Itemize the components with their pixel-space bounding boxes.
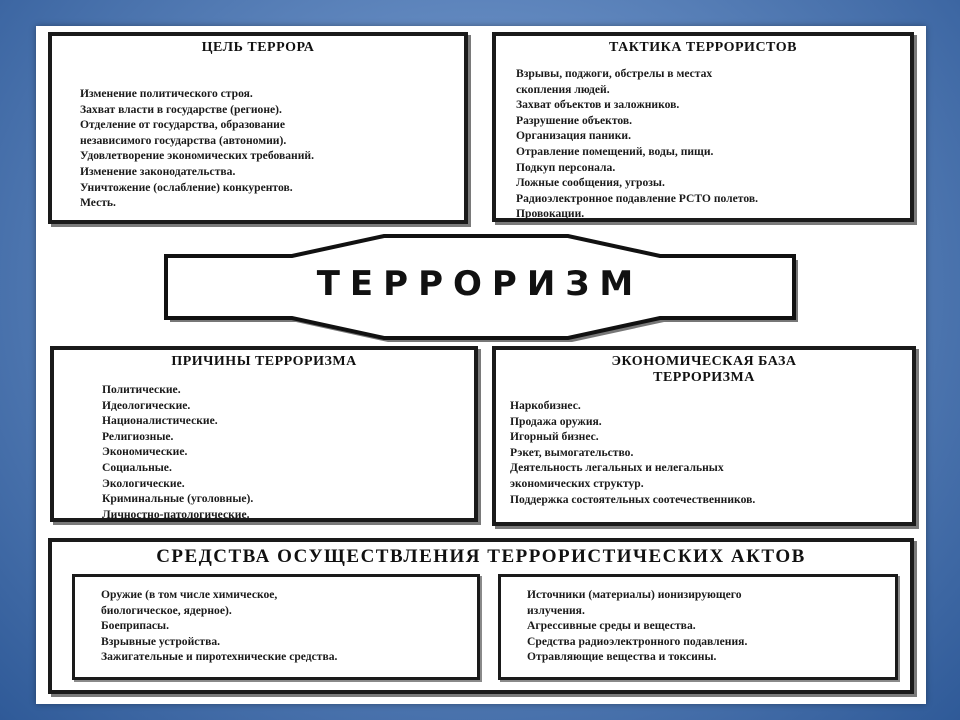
- list-item: Захват объектов и заложников.: [516, 98, 680, 112]
- list-item: экономических структур.: [510, 476, 644, 490]
- means-title: СРЕДСТВА ОСУЩЕСТВЛЕНИЯ ТЕРРОРИСТИЧЕСКИХ АКТОВ: [156, 546, 806, 567]
- tactics-title: ТАКТИКА ТЕРРОРИСТОВ: [609, 40, 797, 55]
- list-item: излучения.: [527, 603, 585, 617]
- list-item: Боеприпасы.: [101, 619, 169, 633]
- list-item: Организация паники.: [516, 129, 631, 143]
- list-item: Удовлетворение экономических требований.: [80, 149, 314, 163]
- list-item: Уничтожение (ослабление) конкурентов.: [80, 180, 293, 194]
- list-item: Провокации.: [516, 207, 585, 221]
- list-item: Политические.: [102, 383, 181, 396]
- list-item: Социальные.: [102, 460, 172, 474]
- center-title: ТЕРРОРИЗМ: [316, 264, 644, 304]
- economic-title-line1: ЭКОНОМИЧЕСКАЯ БАЗА: [611, 354, 797, 369]
- list-item: Агрессивные среды и вещества.: [527, 619, 696, 633]
- list-item: Взрывы, поджоги, обстрелы в местах: [516, 67, 713, 80]
- list-item: биологическое, ядерное).: [101, 603, 232, 617]
- list-item: скопления людей.: [516, 82, 610, 96]
- list-item: Продажа оружия.: [510, 414, 602, 428]
- list-item: Националистические.: [102, 414, 218, 428]
- means-box: [48, 538, 914, 694]
- list-item: Наркобизнес.: [510, 399, 581, 412]
- diagram-sheet: [36, 26, 926, 704]
- causes-box: [50, 346, 478, 522]
- means-right-box: [498, 574, 898, 680]
- goal-box: [48, 32, 468, 224]
- list-item: Идеологические.: [102, 398, 191, 412]
- list-item: Средства радиоэлектронного подавления.: [527, 634, 748, 648]
- list-item: Экологические.: [102, 476, 185, 490]
- means-right-list: [527, 587, 747, 665]
- list-item: Экономические.: [102, 445, 188, 459]
- list-item: Личностно-патологические.: [102, 507, 250, 521]
- list-item: Подкуп персонала.: [516, 160, 616, 174]
- list-item: Поддержка состоятельных соотечественников.: [510, 492, 756, 506]
- list-item: Изменение законодательства.: [80, 164, 236, 178]
- economic-list: [510, 398, 755, 507]
- list-item: Криминальные (уголовные).: [102, 492, 254, 506]
- causes-list: [102, 382, 253, 522]
- tactics-box: [492, 32, 914, 222]
- causes-title: ПРИЧИНЫ ТЕРРОРИЗМА: [171, 354, 357, 369]
- list-item: независимого государства (автономии).: [80, 133, 287, 147]
- list-item: Игорный бизнес.: [510, 430, 599, 444]
- list-item: Захват власти в государстве (регионе).: [80, 102, 282, 116]
- list-item: Месть.: [80, 196, 116, 210]
- means-left-list: [101, 587, 337, 665]
- list-item: Рэкет, вымогательство.: [510, 445, 634, 459]
- list-item: Отделение от государства, образование: [80, 118, 286, 132]
- list-item: Источники (материалы) ионизирующего: [527, 588, 742, 601]
- list-item: Ложные сообщения, угрозы.: [516, 176, 665, 190]
- list-item: Отравляющие вещества и токсины.: [527, 650, 717, 664]
- list-item: Отравление помещений, воды, пищи.: [516, 144, 714, 158]
- list-item: Изменение политического строя.: [80, 87, 253, 100]
- economic-base-box: [492, 346, 916, 526]
- list-item: Религиозные.: [102, 429, 174, 443]
- list-item: Взрывные устройства.: [101, 634, 221, 648]
- economic-title-line2: ТЕРРОРИЗМА: [653, 370, 755, 385]
- list-item: Разрушение объектов.: [516, 113, 633, 127]
- list-item: Оружие (в том числе химическое,: [101, 588, 278, 601]
- goal-title: ЦЕЛЬ ТЕРРОРА: [201, 40, 315, 55]
- means-left-box: [72, 574, 480, 680]
- tactics-list: [516, 66, 758, 222]
- list-item: Радиоэлектронное подавление РСТО полетов.: [516, 191, 759, 205]
- goal-list: [80, 86, 314, 211]
- list-item: Деятельность легальных и нелегальных: [510, 461, 724, 475]
- list-item: Зажигательные и пиротехнические средства.: [101, 650, 338, 664]
